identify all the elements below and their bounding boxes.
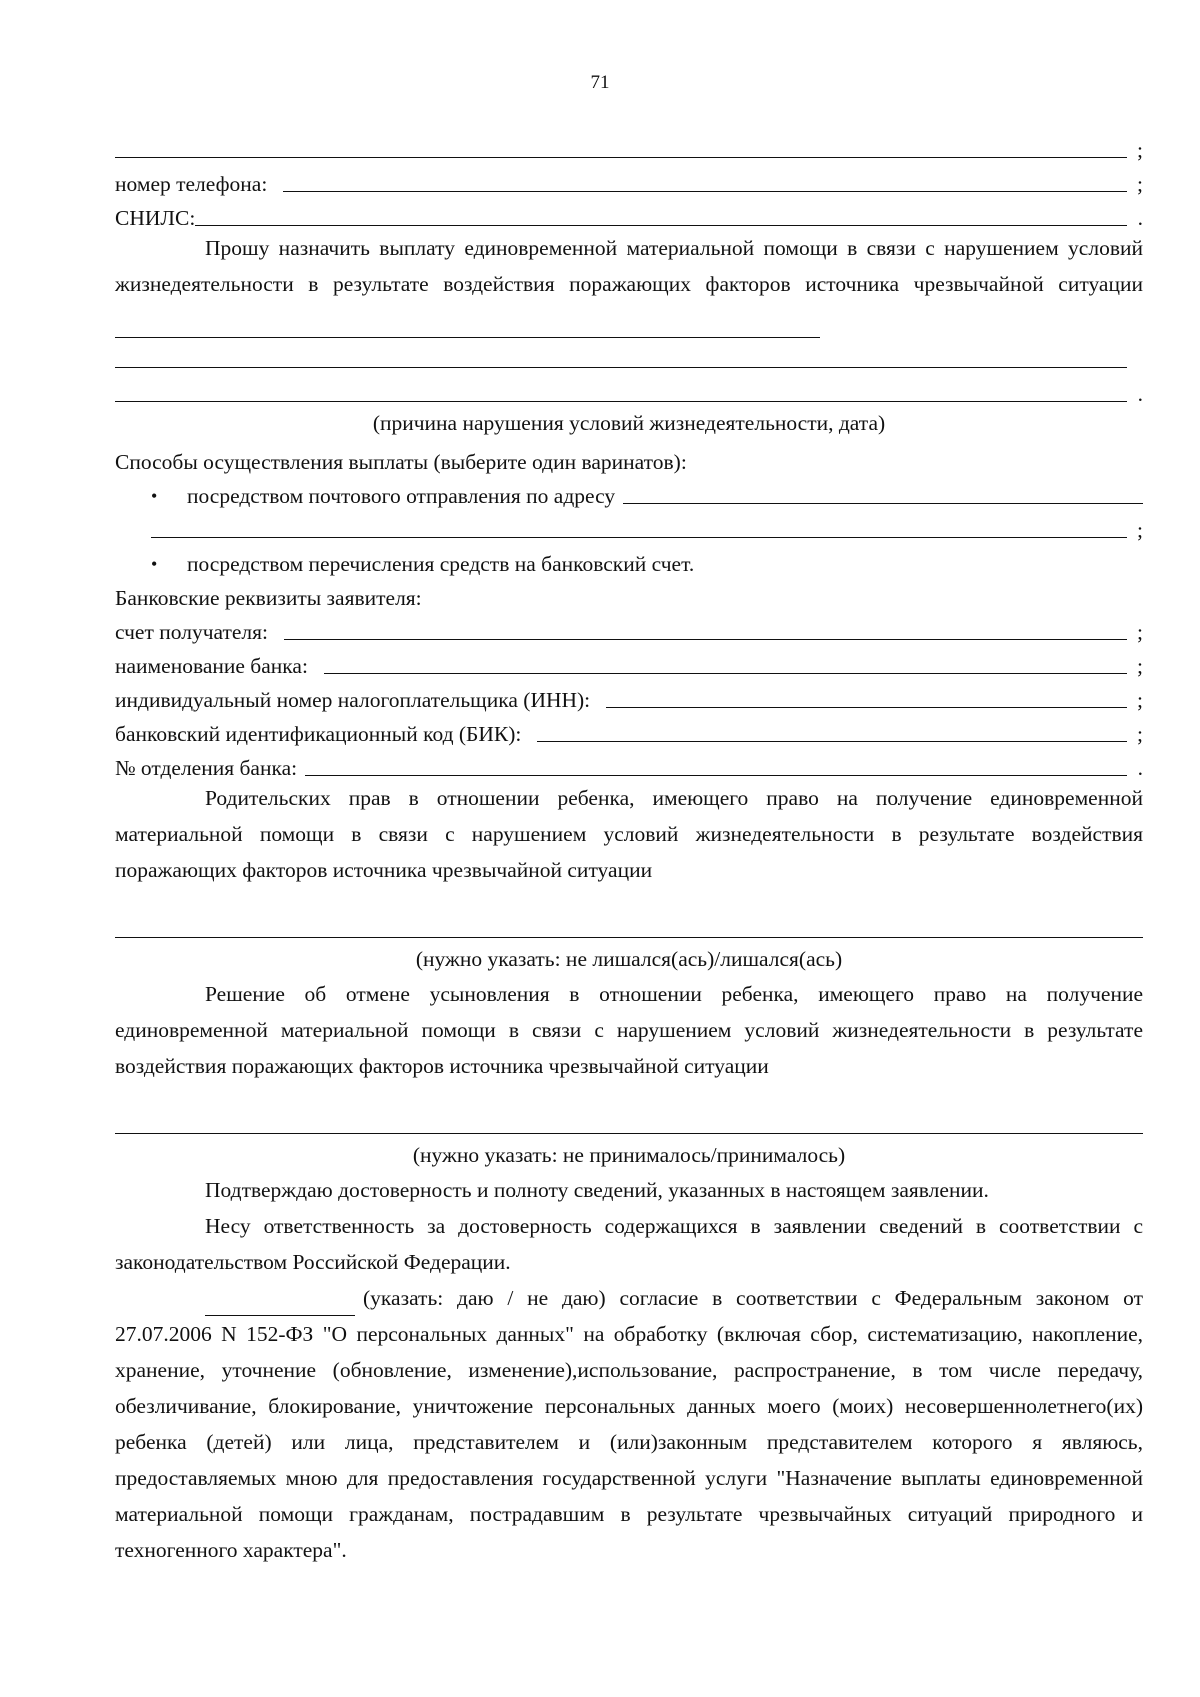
branch-field[interactable]: [305, 755, 1127, 776]
bullet-icon: •: [151, 486, 158, 506]
phone-row: [115, 162, 1143, 196]
address-field[interactable]: [115, 137, 1127, 158]
bank-field-bik: [115, 712, 1143, 746]
account-field[interactable]: [284, 619, 1127, 640]
snils-field[interactable]: [195, 205, 1127, 226]
method-post-label: посредством почтового отправления по адресу: [187, 484, 616, 508]
consent-field[interactable]: [205, 1293, 355, 1316]
reason-field-1[interactable]: [115, 317, 820, 338]
account-label: счет получателя:: [115, 620, 269, 644]
line-end: ;: [1137, 518, 1143, 542]
payment-methods-label: [115, 440, 1143, 474]
inn-label: индивидуальный номер налогоплательщика (ИНН):: [115, 688, 591, 712]
address-line: [115, 128, 1143, 162]
bank-details-text: Банковские реквизиты заявителя:: [115, 586, 422, 610]
reason-line-2: [115, 338, 1143, 372]
snils-label: СНИЛС:: [115, 206, 196, 230]
adoption-field[interactable]: [115, 1113, 1143, 1134]
method-bank-label: посредством перечисления средств на банковский счет.: [187, 552, 695, 576]
line-end: ;: [1137, 138, 1143, 162]
page-number: 71: [590, 72, 610, 93]
line-end: ;: [1137, 620, 1143, 644]
reason-line-3: [115, 372, 1143, 406]
reason-field-2[interactable]: [115, 347, 1127, 368]
request-text: Прошу назначить выплату единовременной материальной помощи в связи с нарушением условий жизнедеятельности в результате воздействия поражающих факторов источника чрезвычайной ситуации: [115, 236, 1143, 296]
bik-field[interactable]: [537, 721, 1127, 742]
post-address-field-2[interactable]: [151, 517, 1127, 538]
line-end: .: [1137, 206, 1143, 230]
line-end: ;: [1137, 688, 1143, 712]
line-end: ;: [1137, 722, 1143, 746]
request-paragraph: [115, 230, 1143, 338]
reason-field-3[interactable]: [115, 381, 1127, 402]
branch-label: № отделения банка:: [115, 756, 298, 780]
adoption-line: [115, 1104, 1143, 1138]
responsibility-paragraph: Несу ответственность за достоверность содержащихся в заявлении сведений в соответствии с законодательством Российской Федерации.: [115, 1214, 1143, 1274]
consent-paragraph: [115, 1280, 1143, 1568]
payment-methods-text: Способы осуществления выплаты (выберите один варинатов):: [115, 450, 687, 474]
post-address-field[interactable]: [623, 483, 1143, 504]
parental-rights-caption: (нужно указать: не лишался(ась)/лишался(ась): [415, 947, 843, 971]
line-end: ;: [1137, 654, 1143, 678]
bank-details-label: [115, 576, 1143, 610]
bank-field-account: [115, 610, 1143, 644]
request-block: [115, 230, 1143, 338]
adoption-caption: (нужно указать: не принималось/принималось): [412, 1143, 846, 1167]
reason-caption: (причина нарушения условий жизнедеятельности, дата): [372, 411, 886, 435]
bank-field-branch: [115, 746, 1143, 780]
inn-field[interactable]: [606, 687, 1127, 708]
phone-label: номер телефона:: [115, 172, 268, 196]
bik-label: банковский идентификационный код (БИК):: [115, 722, 522, 746]
snils-row: [115, 196, 1143, 230]
line-end: .: [1137, 382, 1143, 406]
adoption-paragraph: Решение об отмене усыновления в отношении ребенка, имеющего право на получение единовременной материальной помощи в связи с нарушением условий жизнедеятельности в результате воздействия поражающих факторов источника чрезвычайной ситуации: [115, 982, 1143, 1078]
bank-field-inn: [115, 678, 1143, 712]
post-address-line-2: [115, 508, 1143, 542]
bank-name-field[interactable]: [324, 653, 1127, 674]
consent-text: (указать: даю / не даю) согласие в соответствии с Федеральным законом от 27.07.2006 N 152-ФЗ "О персональных данных" на обработку (включая сбор, систематизацию, накопление, хранение, уточнение (обновление, изменение),использование, распространение, в том числе передачу, обезличивание, блокирование, уничтожение персональных данных моего (моих) несовершеннолетнего(их) ребенка (детей) или лица, представителем и (или)законным представителем которого я являюсь, предоставляемых мною для предоставления государственной услуги "Назначение выплаты единовременной материальной помощи гражданам, пострадавшим в результате чрезвычайных ситуаций природного и техногенного характера".: [115, 1286, 1143, 1562]
line-end: ;: [1137, 172, 1143, 196]
phone-field[interactable]: [283, 171, 1127, 192]
parental-rights-paragraph: Родительских прав в отношении ребенка, имеющего право на получение единовременной материальной помощи в связи с нарушением условий жизнедеятельности в результате воздействия поражающих факторов источника чрезвычайной ситуации: [115, 786, 1143, 882]
method-post-row: [115, 474, 1143, 508]
line-end: .: [1137, 756, 1143, 780]
bullet-icon: •: [151, 554, 158, 574]
method-bank-row: [115, 542, 1143, 576]
parental-rights-field[interactable]: [115, 917, 1143, 938]
parental-rights-line: [115, 908, 1143, 942]
confirm-paragraph: Подтверждаю достоверность и полноту сведений, указанных в настоящем заявлении.: [205, 1178, 989, 1202]
bank-name-label: наименование банка:: [115, 654, 308, 678]
bank-field-name: [115, 644, 1143, 678]
form-body: [115, 128, 1143, 1568]
